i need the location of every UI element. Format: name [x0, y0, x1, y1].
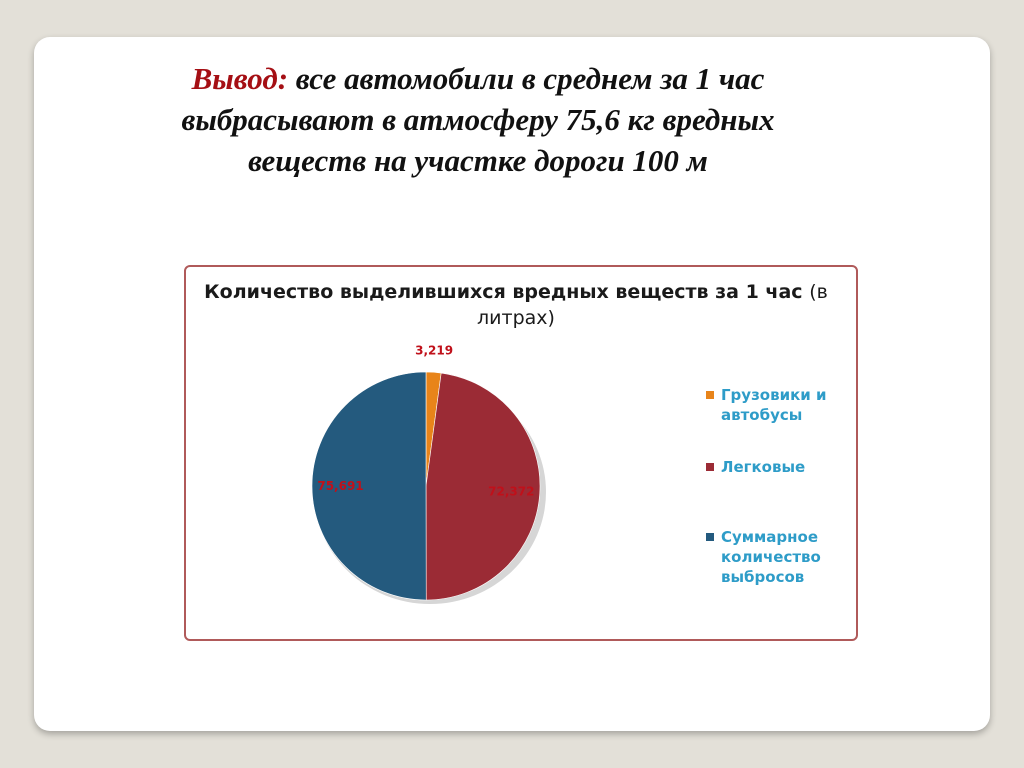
legend-swatch-1: [706, 391, 714, 399]
data-label-2: 72,372: [488, 484, 535, 499]
conclusion-heading: [150, 58, 806, 181]
conclusion-lead: Вывод:: [191, 61, 289, 96]
chart-title-note: (в литрах): [477, 281, 828, 329]
chart-frame: [184, 265, 858, 641]
conclusion-text: все автомобили в среднем за 1 час выбрасывают в атмосферу 75,6 кг вредных веществ на участке дороги 100 м: [181, 61, 775, 178]
legend-label-3: Суммарное количество выбросов: [721, 528, 821, 586]
data-label-3: 75,691: [317, 479, 364, 494]
legend-label-2: Легковые: [721, 458, 806, 476]
legend-swatch-3: [706, 533, 714, 541]
legend-swatch-2: [706, 463, 714, 471]
chart-title-main: Количество выделившихся вредных веществ за 1 час: [204, 281, 803, 303]
legend-label-1: Грузовики и автобусы: [721, 386, 827, 424]
data-label-1: 3,219: [415, 343, 454, 358]
